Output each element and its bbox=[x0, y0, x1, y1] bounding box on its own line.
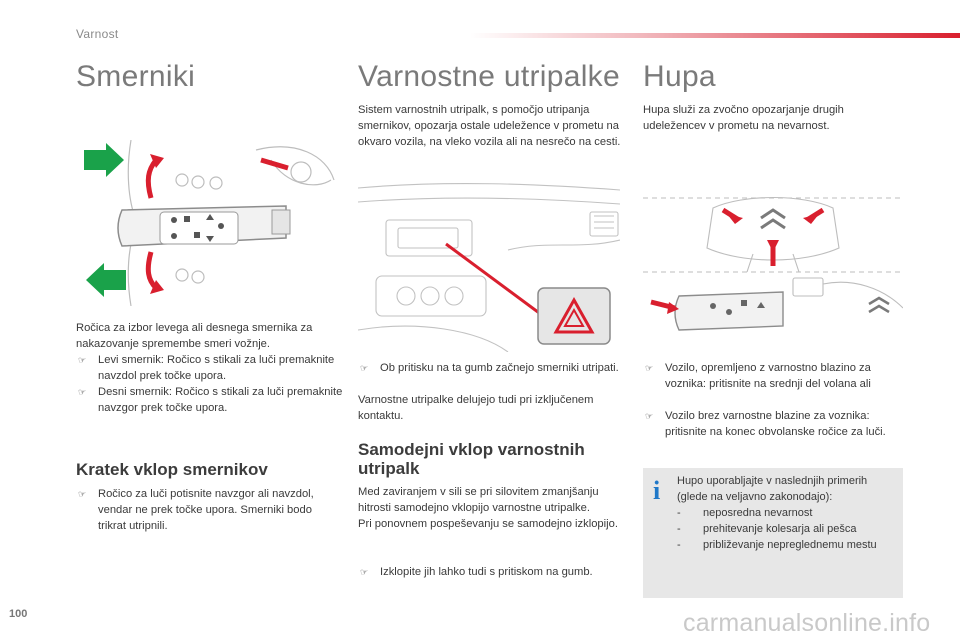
hand-pointer-icon: ☞ bbox=[360, 567, 369, 577]
title-hupa: Hupa bbox=[643, 60, 716, 93]
col3-intro: Hupa služi za zvočno opozarjanje drugih udeležencev v prometu na nevarnost. bbox=[643, 104, 844, 132]
col3-bullet: ☞ Vozilo, opremljeno z varnostno blazino za voznika: pritisnite na srednji del volana ali bbox=[645, 362, 871, 390]
hand-pointer-icon: ☞ bbox=[645, 363, 654, 373]
col3-bullet: ☞ Vozilo brez varnostne blazine za voznika: pritisnite na konec obvolanske ročice za luči. bbox=[645, 410, 886, 438]
hand-pointer-icon: ☞ bbox=[360, 363, 369, 373]
info-list-item: - prehitevanje kolesarja ali pešca bbox=[677, 523, 857, 535]
title-smerniki: Smerniki bbox=[76, 60, 196, 93]
section-label: Varnost bbox=[76, 27, 119, 41]
hazard-button-figure bbox=[358, 180, 620, 352]
info-lead: Hupo uporabljajte v naslednjih primerih (glede na veljavno zakonodajo): bbox=[677, 475, 868, 503]
col2-note: Varnostne utripalke delujejo tudi pri izključenem kontaktu. bbox=[358, 394, 594, 422]
turn-signal-stalk-figure bbox=[76, 140, 338, 306]
horn-figure bbox=[643, 178, 903, 352]
col2-sub-text: Med zaviranjem v sili se pri silovitem zmanjšanju hitrosti samodejno vklopijo varnostne utripalke. Pri ponovnem pospeševanju se samodejno izklopijo. bbox=[358, 486, 618, 530]
info-list-item: - neposredna nevarnost bbox=[677, 507, 813, 519]
col1-sub-bullet: ☞ Ročico za luči potisnite navzgor ali navzdol, vendar ne prek točke upora. Smerniki bodo trikrat utripnili. bbox=[78, 488, 314, 532]
heading-kratek-vklop: Kratek vklop smernikov bbox=[76, 460, 268, 479]
col2-bullet: ☞ Ob pritisku na ta gumb začnejo smerniki utripati. bbox=[360, 362, 619, 374]
hand-pointer-icon: ☞ bbox=[645, 411, 654, 421]
col1-bullet: ☞ Levi smernik: Ročico s stikali za luči premaknite navzdol prek točke upora. bbox=[78, 354, 335, 382]
col1-intro: Ročica za izbor levega ali desnega smernika za nakazovanje spremembe smeri vožnje. bbox=[76, 322, 313, 350]
col1-bullet: ☞ Desni smernik: Ročico s stikali za luči premaknite navzgor prek točke upora. bbox=[78, 386, 343, 414]
info-icon: i bbox=[653, 476, 661, 505]
hand-pointer-icon: ☞ bbox=[78, 355, 87, 365]
watermark: carmanualsonline.info bbox=[683, 609, 931, 637]
info-box bbox=[643, 468, 903, 598]
info-text bbox=[677, 473, 899, 553]
header-rule bbox=[470, 33, 960, 38]
title-varnostne-utripalke: Varnostne utripalke bbox=[358, 60, 620, 93]
hand-pointer-icon: ☞ bbox=[78, 489, 87, 499]
col2-intro: Sistem varnostnih utripalk, s pomočjo utripanja smernikov, opozarja ostale udeležence v prometu na okvaro vozila, na vleko vozila ali na nesrečo na cesti. bbox=[358, 104, 621, 148]
hand-pointer-icon: ☞ bbox=[78, 387, 87, 397]
heading-samodejni-vklop: Samodejni vklop varnostnih utripalk bbox=[358, 440, 585, 478]
col2-sub-bullet: ☞ Izklopite jih lahko tudi s pritiskom na gumb. bbox=[360, 566, 593, 578]
page-number: 100 bbox=[9, 608, 28, 620]
info-list-item: - približevanje nepreglednemu mestu bbox=[677, 539, 877, 551]
